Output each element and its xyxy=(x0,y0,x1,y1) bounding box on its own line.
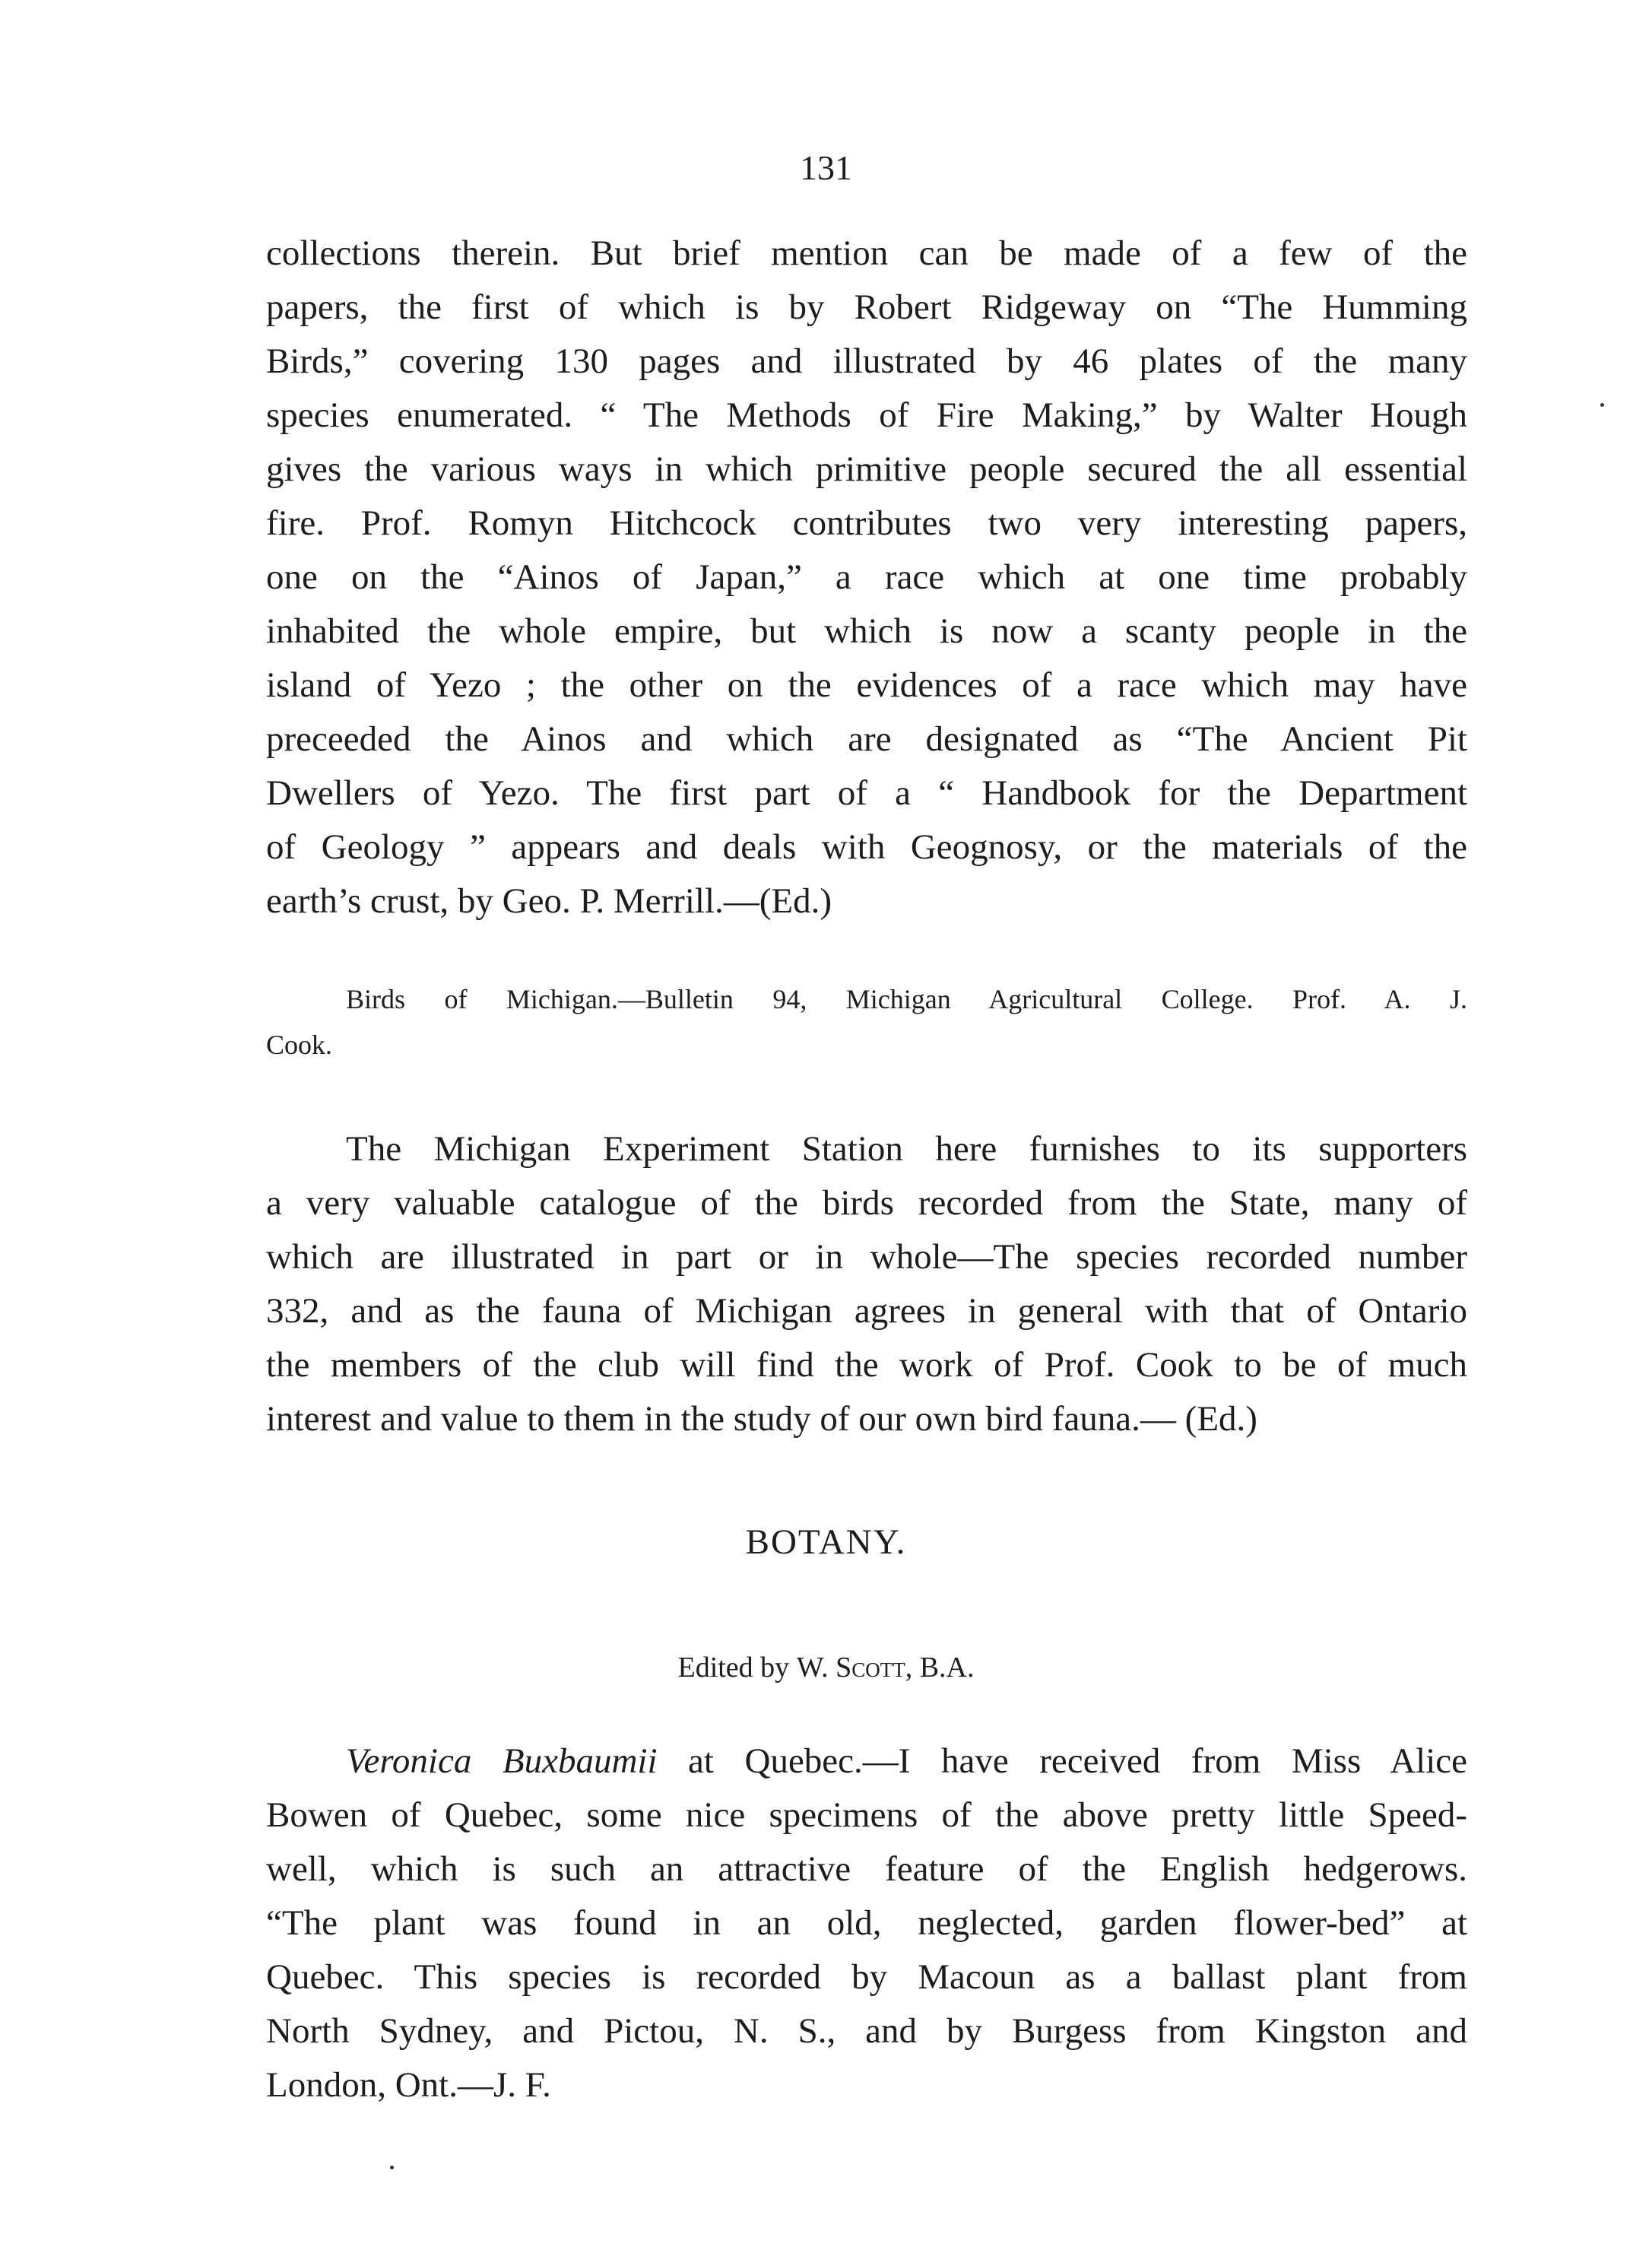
editor-prefix: Edited by xyxy=(677,1652,797,1684)
text-span: at Quebec.—I have received from Miss Alice xyxy=(657,1741,1467,1781)
editor-suffix: , B.A. xyxy=(905,1652,975,1684)
text-line: Dwellers of Yezo. The first part of a “ Handbook for the Department xyxy=(266,773,1467,813)
page-number: 131 xyxy=(800,148,852,187)
text-line: species enumerated. “ The Methods of Fire Making,” by Walter Hough xyxy=(266,395,1467,435)
text-line: a very valuable catalogue of the birds recorded from the State, many of xyxy=(266,1183,1467,1223)
paragraph-fire-making-review xyxy=(266,227,1467,928)
text-line: earth’s crust, by Geo. P. Merrill.—(Ed.) xyxy=(266,881,832,921)
text-line: North Sydney, and Pictou, N. S., and by Burgess from Kingston and xyxy=(266,2011,1467,2051)
text-line: interest and value to them in the study of our own bird fauna.— (Ed.) xyxy=(266,1399,1257,1439)
text-line: collections therein. But brief mention can be made of a few of the xyxy=(266,233,1467,273)
text-line: inhabited the whole empire, but which is now a scanty people in the xyxy=(266,611,1467,651)
text-line: gives the various ways in which primitive people secured the all essential xyxy=(266,449,1467,489)
species-name: Veronica Buxbaumii xyxy=(346,1741,658,1781)
text-line: island of Yezo ; the other on the evidences of a race which may have xyxy=(266,665,1467,705)
text-line: “The plant was found in an old, neglected, garden flower-bed” at xyxy=(266,1903,1467,1943)
bottom-speck xyxy=(390,2166,394,2169)
paragraph-veronica xyxy=(266,1734,1467,2112)
section-editor-line xyxy=(0,1649,1652,1687)
text-line: The Michigan Experiment Station here furnishes to its supporters xyxy=(346,1129,1467,1169)
text-line: fire. Prof. Romyn Hitchcock contributes two very interesting papers, xyxy=(266,503,1467,543)
text-line: one on the “Ainos of Japan,” a race which at one time probably xyxy=(266,557,1467,597)
text-line: Birds,” covering 130 pages and illustrated by 46 plates of the many xyxy=(266,341,1467,381)
text-line: of Geology ” appears and deals with Geognosy, or the materials of the xyxy=(266,827,1467,867)
text-line: well, which is such an attractive feature of the English hedgerows. xyxy=(266,1849,1467,1889)
citation-birds-of-michigan xyxy=(266,976,1467,1068)
text-line: papers, the first of which is by Robert Ridgeway on “The Humming xyxy=(266,287,1467,327)
paragraph-michigan-station xyxy=(266,1122,1467,1446)
text-line: Quebec. This species is recorded by Macoun as a ballast plant from xyxy=(266,1957,1467,1997)
editor-name: W. Scott xyxy=(796,1652,905,1684)
section-heading: BOTANY. xyxy=(745,1522,907,1562)
text-line xyxy=(266,1734,1467,1788)
citation-line: Birds of Michigan.—Bulletin 94, Michigan Agricultural College. Prof. A. J. xyxy=(346,984,1467,1014)
text-line: the members of the club will find the work of Prof. Cook to be of much xyxy=(266,1345,1467,1385)
text-line: which are illustrated in part or in whole—The species recorded number xyxy=(266,1237,1467,1277)
citation-line: Cook. xyxy=(266,1030,333,1060)
text-line: preceeded the Ainos and which are designated as “The Ancient Pit xyxy=(266,719,1467,759)
margin-speck xyxy=(1600,403,1604,407)
text-line: London, Ont.—J. F. xyxy=(266,2065,551,2105)
text-line: 332, and as the fauna of Michigan agrees in general with that of Ontario xyxy=(266,1291,1467,1331)
text-line: Bowen of Quebec, some nice specimens of the above pretty little Speed- xyxy=(266,1795,1467,1835)
